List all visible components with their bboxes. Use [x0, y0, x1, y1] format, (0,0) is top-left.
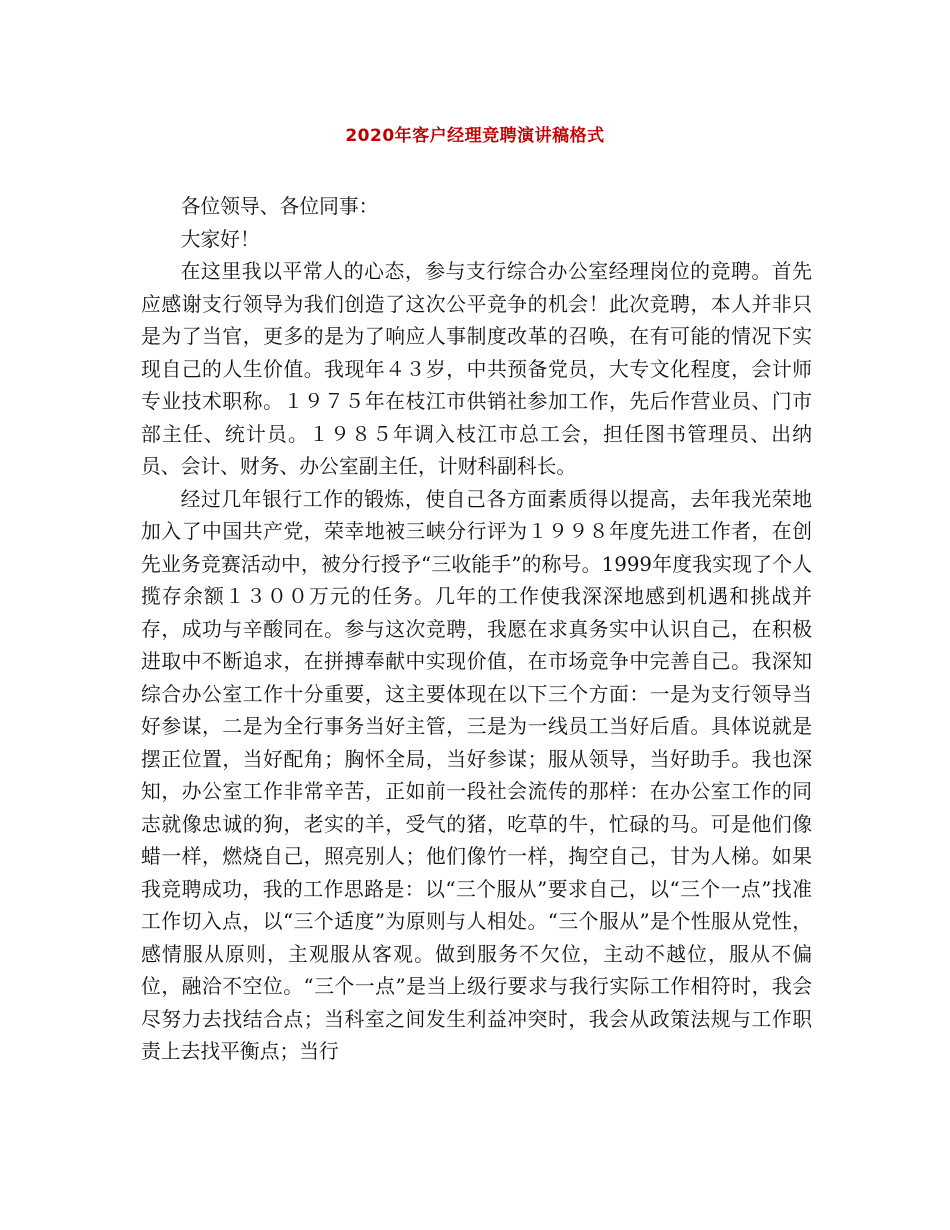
document-title: 2020年客户经理竞聘演讲稿格式 [345, 126, 605, 146]
document-body [141, 191, 812, 1069]
greeting-paragraph: 各位领导、各位同事： [180, 195, 379, 218]
body-paragraph: 在这里我以平常人的心态，参与支行综合办公室经理岗位的竞聘。首先应感谢支行领导为我们创造了这次公平竞争的机会！此次竞聘，本人并非只是为了当官，更多的是为了响应人事制度改革的召唤，在有可能的情况下实现自己的人生价值。我现年４３岁，中共预备党员，大专文化程度，会计师专业技术职称。１９７５年在枝江市供销社参加工作，先后作营业员、门市部主任、统计员。１９８５年调入枝江市总工会，担任图书管理员、出纳员、会计、财务、办公室副主任，计财科副科长。 [141, 260, 812, 478]
salutation-paragraph: 大家好！ [180, 227, 260, 251]
body-paragraph: 经过几年银行工作的锻炼，使自己各方面素质得以提高，去年我光荣地加入了中国共产党，荣幸地被三峡分行评为１９９８年度先进工作者，在创先业务竞赛活动中，被分行授予“三收能手”的称号。1999年度我实现了个人揽存余额１３００万元的任务。几年的工作使我深深地感到机遇和挑战并存，成功与辛酸同在。参与这次竞聘，我愿在求真务实中认识自己，在积极进取中不断追求，在拼搏奉献中实现价值，在市场竞争中完善自己。我深知综合办公室工作十分重要，这主要体现在以下三个方面：一是为支行领导当好参谋，二是为全行事务当好主管，三是为一线员工当好后盾。具体说就是摆正位置，当好配角；胸怀全局，当好参谋；服从领导，当好助手。我也深知，办公室工作非常辛苦，正如前一段社会流传的那样：在办公室工作的同志就像忠诚的狗，老实的羊，受气的猪，吃草的牛，忙碌的马。可是他们像蜡一样，燃烧自己，照亮别人；他们像竹一样，掏空自己，甘为人梯。如果我竞聘成功，我的工作思路是：以“三个服从”要求自己，以“三个一点”找准工作切入点，以“三个适度”为原则与人相处。“三个服从”是个性服从党性，感情服从原则，主观服从客观。做到服务不欠位，主动不越位，服从不偏位，融洽不空位。“三个一点”是当上级行要求与我行实际工作相符时，我会尽努力去找结合点；当科室之间发生利益冲突时，我会从政策法规与工作职责上去找平衡点；当行 [141, 487, 812, 1063]
